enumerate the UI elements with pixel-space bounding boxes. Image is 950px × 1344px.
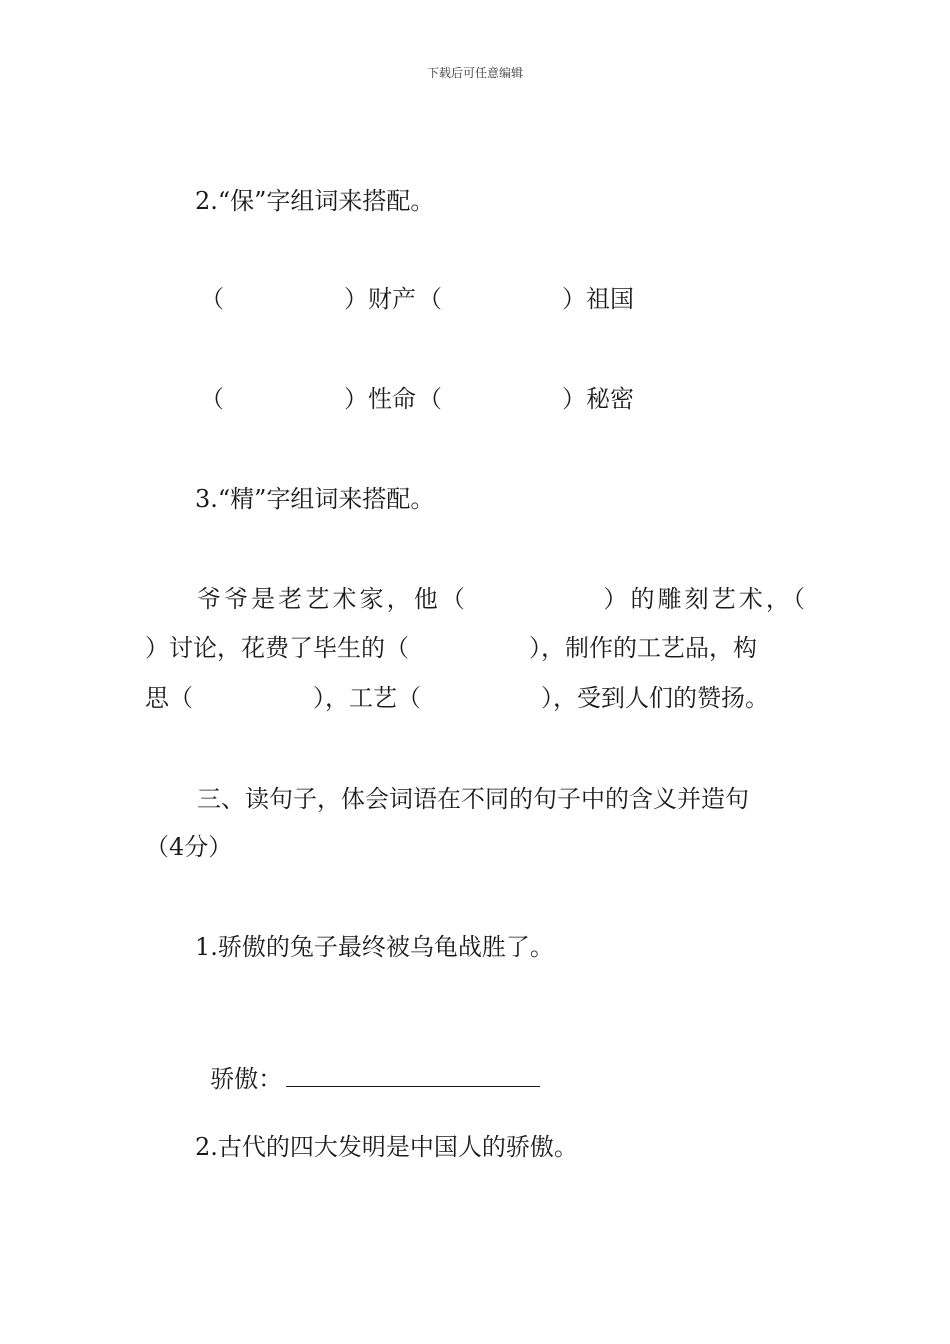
question-2-title: 2.“保”字组词来搭配。 bbox=[195, 187, 435, 215]
q2-row2-left: （ ）性命 bbox=[200, 385, 416, 413]
q3-paragraph-line-1: 爷爷是老艺术家，他（ ）的雕刻艺术，（ bbox=[197, 585, 805, 613]
answer-line-1 bbox=[195, 1034, 540, 1094]
answer-label: 骄傲： bbox=[210, 1065, 283, 1093]
q3-paragraph-line-3: 思（ ），工艺（ ），受到人们的赞扬。 bbox=[145, 684, 769, 712]
sentence-1: 1.骄傲的兔子最终被乌龟战胜了。 bbox=[195, 933, 554, 961]
q2-row1-left: （ ）财产 bbox=[200, 285, 416, 313]
q2-row2-right: （ ）秘密 bbox=[418, 385, 634, 413]
q3-paragraph-line-2: ）讨论，花费了毕生的（ ），制作的工艺品，构 bbox=[145, 634, 757, 662]
sentence-2: 2.古代的四大发明是中国人的骄傲。 bbox=[195, 1133, 578, 1161]
answer-blank[interactable] bbox=[286, 1064, 540, 1087]
q2-row1-right: （ ）祖国 bbox=[418, 285, 634, 313]
section-3-title: 三、读句子，体会词语在不同的句子中的含义并造句 bbox=[197, 785, 749, 813]
question-3-title: 3.“精”字组词来搭配。 bbox=[195, 485, 435, 513]
section-3-score: （4分） bbox=[145, 833, 233, 861]
page-header: 下载后可任意编辑 bbox=[426, 66, 523, 80]
